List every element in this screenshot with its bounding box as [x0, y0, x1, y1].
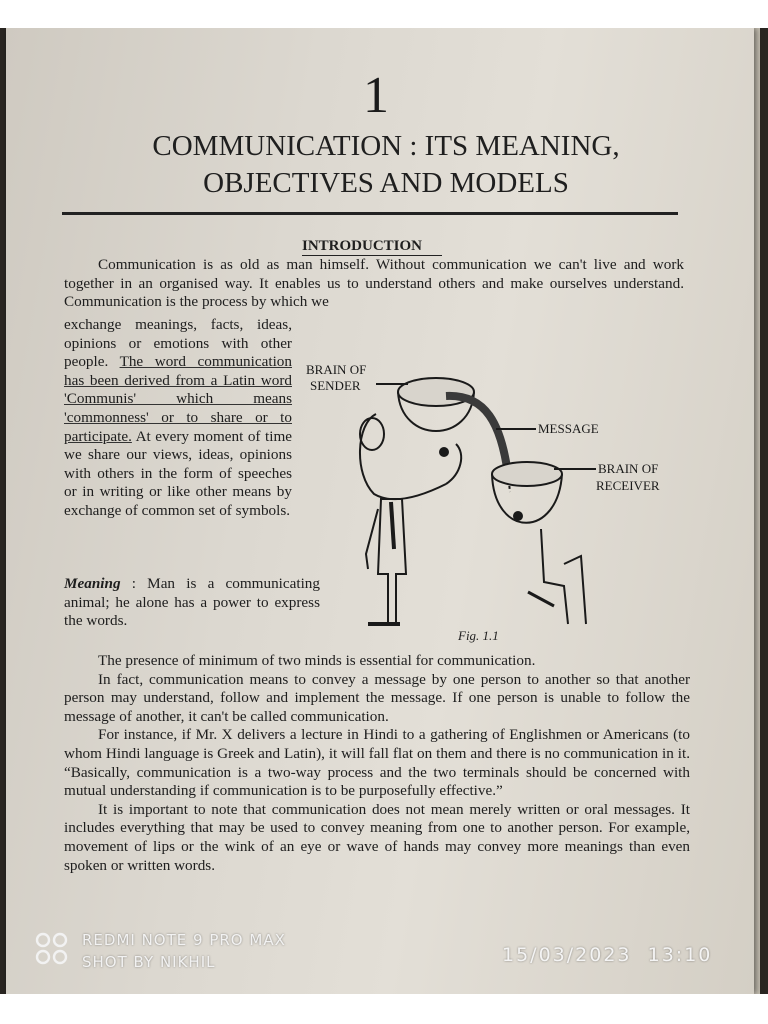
- sender-eye: [440, 448, 448, 456]
- sender-brain-cup: [398, 378, 474, 406]
- camera-logo-icon: [34, 931, 70, 967]
- meaning-label: Meaning: [64, 575, 121, 592]
- label-brain-of-receiver-2: RECEIVER: [596, 478, 660, 493]
- intro-text-part-2: The word communication has been derived from a Latin word 'Communis' which means 'commonness' or to share or to participate.: [64, 353, 292, 445]
- timestamp-time: 13:10: [647, 944, 713, 966]
- body-text: [64, 652, 690, 875]
- paragraph-presence: The presence of minimum of two minds is essential for communication.: [98, 652, 536, 669]
- intro-text-part-3: At every moment of time we share our views, ideas, opinions with others in the form of speeches or in writing or like other means by exchange of common set of symbols.: [64, 427, 292, 519]
- watermark-credit: SHOT BY NIKHIL: [82, 953, 216, 971]
- receiver-brain-cup: [492, 462, 562, 486]
- paragraph-important: It is important to note that communication does not mean merely written or oral messages. It includes everything that may be used to convey meaning from one to another person. For example, movement of lips or the wink of an eye or wave of hands may convey more meanings than even spoken or written words.: [64, 800, 690, 874]
- label-message: MESSAGE: [538, 421, 599, 436]
- timestamp: [502, 944, 712, 966]
- message-stream: [446, 396, 508, 474]
- sender-head-outline: [360, 414, 446, 499]
- chapter-number: 1: [363, 67, 389, 124]
- paragraph-for-instance: For instance, if Mr. X delivers a lecture in Hindi to a gathering of Englishmen or Americans (to whom Hindi language is Greek and Latin), it will fall flat on them and there is no communication in it. “Basically, communication is a two-way process and the two terminals should be concerned with mutual understanding if communication is to be purposefully effective.”: [64, 726, 690, 800]
- meaning-text: : Man is a communicating animal; he alone has a power to express the words.: [64, 575, 320, 630]
- timestamp-date: 15/03/2023: [502, 944, 632, 966]
- chapter-title: [66, 128, 706, 202]
- book-page: [6, 28, 754, 994]
- watermark-device: REDMI NOTE 9 PRO MAX: [82, 931, 286, 949]
- photo-frame: [0, 28, 768, 994]
- meaning-paragraph: [64, 575, 320, 631]
- intro-paragraph: Communication is as old as man himself. Without communication we can't live and work together in an organised way. It enables us to understand others and make ourselves understand. Communication is the process by which we: [64, 256, 684, 311]
- sender-arm: [366, 509, 378, 569]
- chapter-title-line-1: COMMUNICATION : ITS MEANING,: [152, 130, 620, 162]
- camera-watermark: [34, 929, 286, 973]
- section-heading: INTRODUCTION: [302, 238, 442, 256]
- sender-ear: [360, 418, 384, 450]
- paragraph-in-fact: In fact, communication means to convey a message by one person to another so that another person may understand, follow and implement the message. If one person is unable to follow the message of another, it can't be called communication.: [64, 670, 690, 725]
- sender-tie: [391, 502, 394, 549]
- chapter-title-line-2: OBJECTIVES AND MODELS: [203, 167, 569, 199]
- title-rule: [62, 212, 678, 215]
- intro-paragraph-continued: [64, 316, 292, 521]
- label-brain-of-receiver-1: BRAIN OF: [598, 461, 659, 476]
- label-brain-of-sender-1: BRAIN OF: [306, 362, 367, 377]
- communication-figure: [296, 324, 676, 644]
- figure-caption: Fig. 1.1: [458, 628, 499, 643]
- intro-text-part-1: exchange meanings, facts, ideas, opinions or emotions with other people.: [64, 316, 292, 371]
- receiver-eye: [514, 512, 522, 520]
- label-brain-of-sender-2: SENDER: [310, 378, 361, 393]
- receiver-body: [541, 529, 568, 624]
